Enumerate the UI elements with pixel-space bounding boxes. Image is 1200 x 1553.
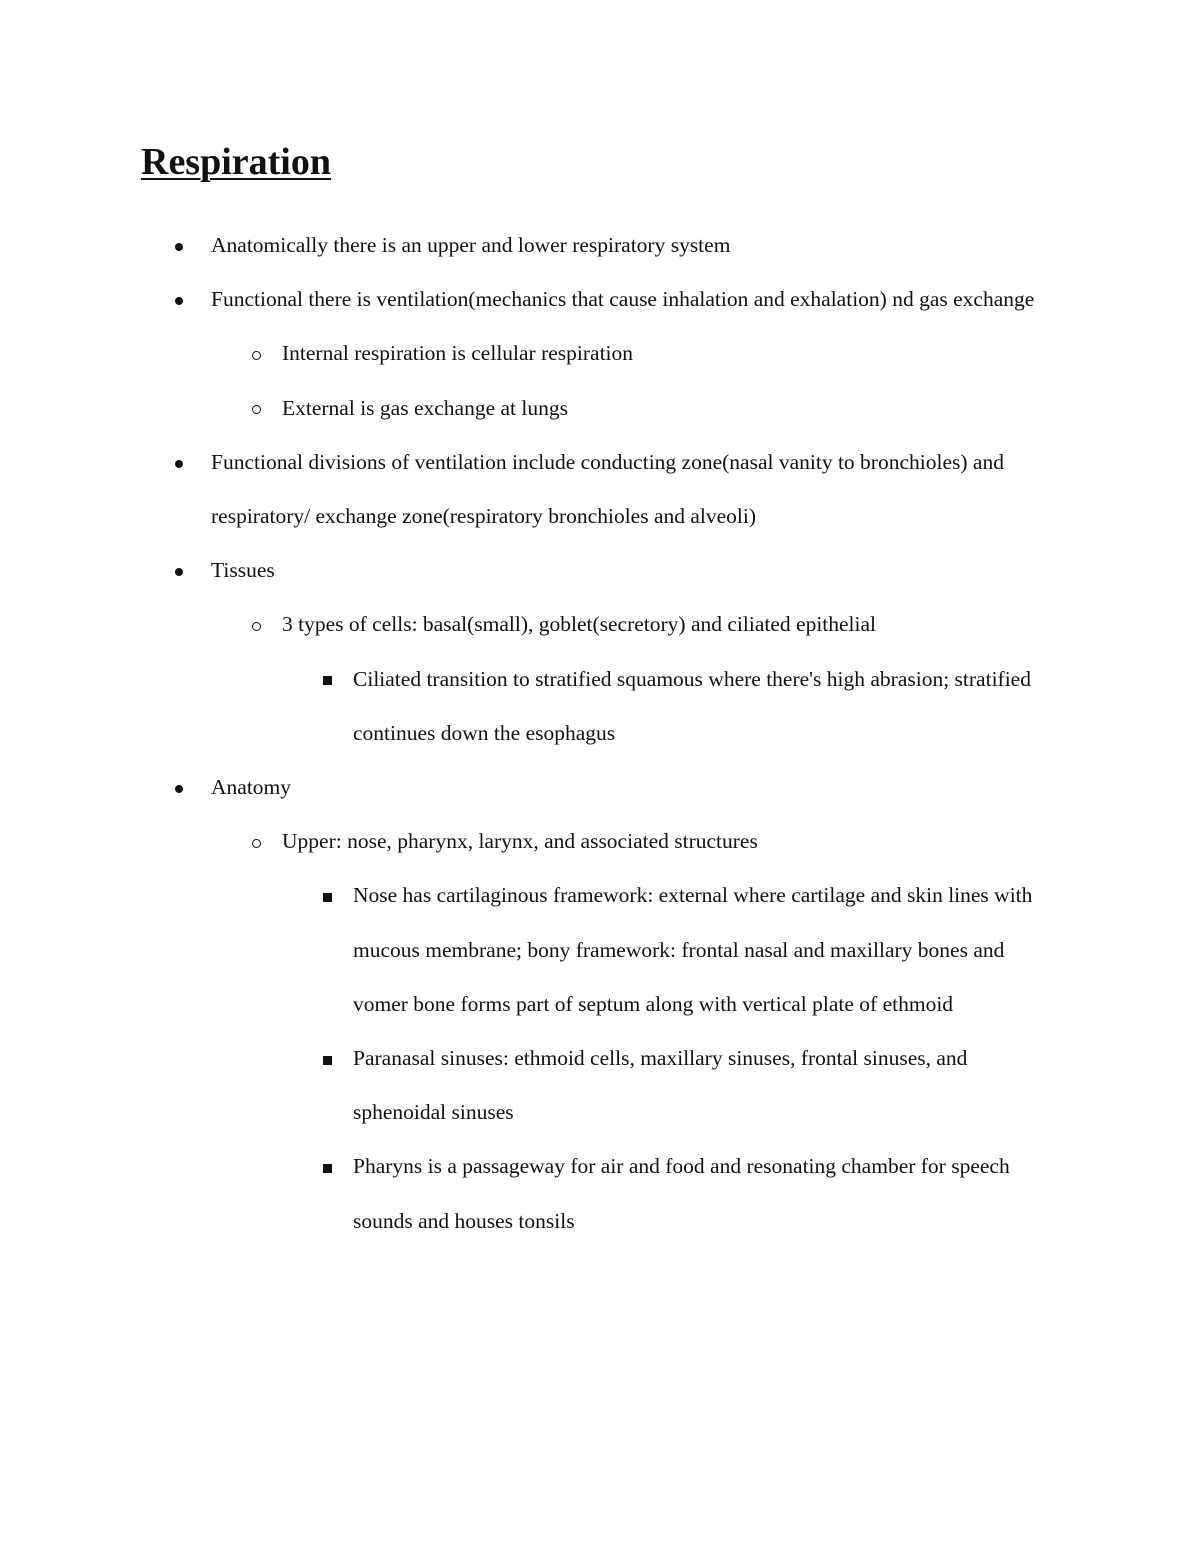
list-item-text: External is gas exchange at lungs <box>282 395 568 420</box>
square-bullet-icon <box>317 652 337 706</box>
list-item <box>282 381 1062 435</box>
list-item-text: Tissues <box>211 558 275 583</box>
list-item-text: Functional there is ventilation(mechanics that cause inhalation and exhalation) nd gas exchange <box>211 287 1035 312</box>
page-title: Respiration <box>141 141 331 183</box>
filled-circle-bullet-icon <box>169 543 189 597</box>
hollow-circle-bullet-icon <box>246 381 266 435</box>
filled-circle-bullet-icon <box>169 218 189 272</box>
filled-circle-bullet-icon <box>169 760 189 814</box>
list-item <box>211 435 1061 543</box>
list-item-text: Paranasal sinuses: ethmoid cells, maxillary sinuses, frontal sinuses, and sphenoidal sinuses <box>353 1046 968 1125</box>
list-item <box>353 652 1063 760</box>
list-item <box>211 218 1061 272</box>
square-bullet-icon <box>317 868 337 922</box>
list-item <box>211 543 1061 597</box>
list-item-text: Nose has cartilaginous framework: external where cartilage and skin lines with mucous membrane; bony framework: frontal nasal and maxillary bones and vomer bone forms part of septum along with vertical plate of ethmoid <box>353 883 1033 1016</box>
square-bullet-icon <box>317 1031 337 1085</box>
square-bullet-icon <box>317 1139 337 1193</box>
list-item-text: Upper: nose, pharynx, larynx, and associated structures <box>282 829 758 854</box>
list-item-text: Anatomically there is an upper and lower respiratory system <box>211 233 731 257</box>
list-item-text: Ciliated transition to stratified squamous where there's high abrasion; stratified continues down the esophagus <box>353 666 1031 745</box>
list-item <box>211 760 1061 814</box>
list-item-text: 3 types of cells: basal(small), goblet(secretory) and ciliated epithelial <box>282 612 877 637</box>
hollow-circle-bullet-icon <box>246 326 266 380</box>
list-item <box>353 1031 1063 1139</box>
filled-circle-bullet-icon <box>169 272 189 326</box>
hollow-circle-bullet-icon <box>246 814 266 868</box>
hollow-circle-bullet-icon <box>246 597 266 651</box>
list-item <box>282 326 1062 380</box>
list-item <box>211 272 1061 326</box>
list-item <box>353 868 1063 1031</box>
list-item-text: Internal respiration is cellular respiration <box>282 341 634 366</box>
list-item <box>353 1139 1063 1247</box>
list-item-text: Pharyns is a passageway for air and food and resonating chamber for speech sounds and houses tonsils <box>353 1154 1010 1233</box>
list-item-text: Anatomy <box>211 775 292 800</box>
notes-list <box>0 218 1200 1248</box>
filled-circle-bullet-icon <box>169 435 189 489</box>
list-item-text: Functional divisions of ventilation include conducting zone(nasal vanity to bronchioles) and respiratory/ exchange zone(respiratory bronchioles and alveoli) <box>211 449 1004 529</box>
list-item <box>282 597 1062 651</box>
list-item <box>282 814 1062 868</box>
